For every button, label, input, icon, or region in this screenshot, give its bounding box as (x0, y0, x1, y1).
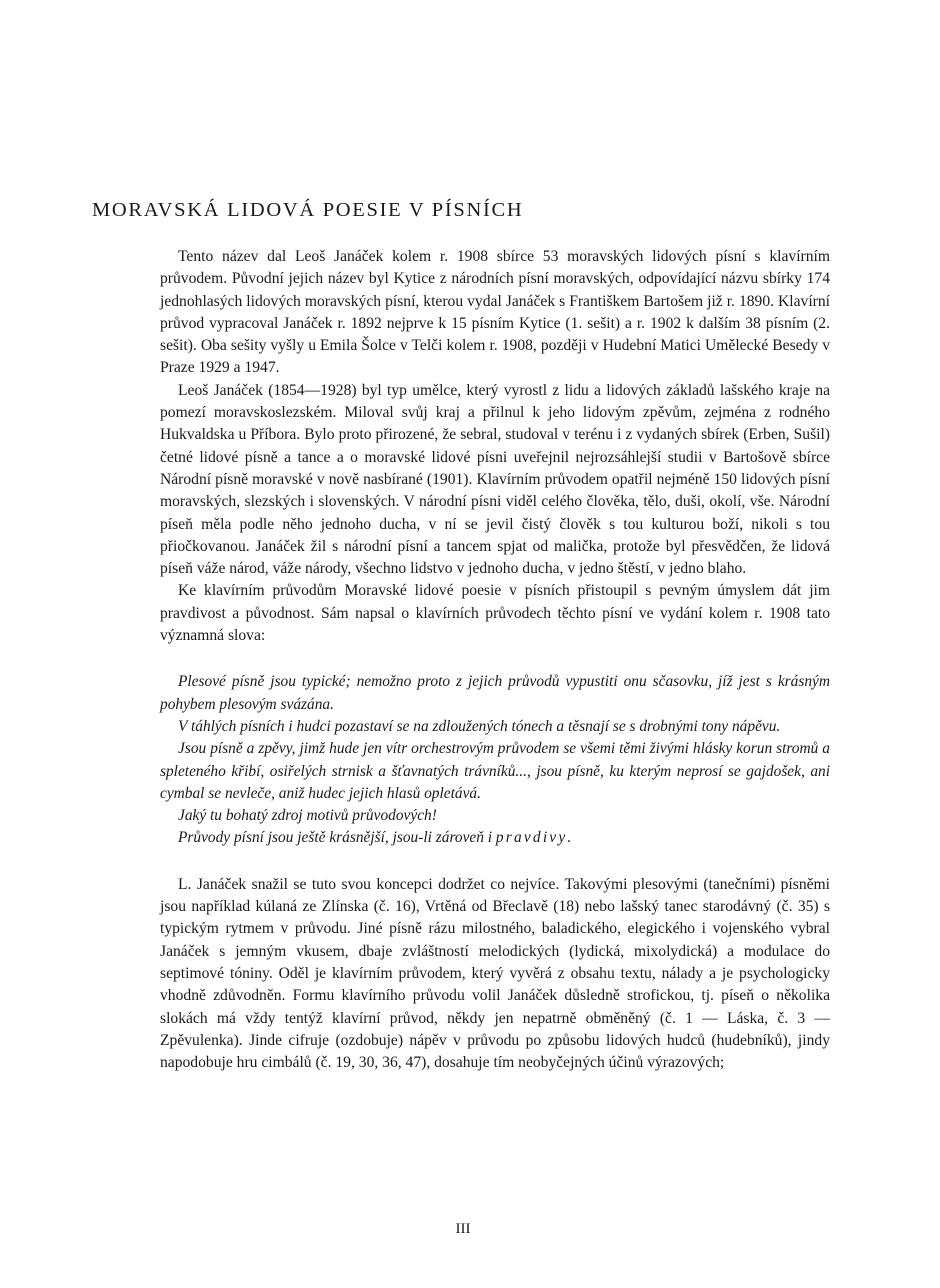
article-body (160, 246, 830, 1074)
closing-section (160, 874, 830, 1075)
quote-line-5-end: . (567, 829, 572, 847)
quote-line-5-start: Průvody písní jsou ještě krásnější, jsou-li zároveň i (178, 829, 496, 847)
quote-emphasis: pravdivy (495, 829, 568, 847)
quote-line-5 (160, 827, 830, 849)
quote-line-4: Jaký tu bohatý zdroj motivů průvodových! (178, 807, 437, 825)
paragraph-2: Leoš Janáček (1854—1928) byl typ umělce, který vyrostl z lidu a lidových základů lašského kraje na pomezí moravskoslezském. Miloval svůj kraj a přilnul k jeho lidovým zpěvům, zejména z rodného Hukvaldska u Příbora. Bylo proto přirozené, že sebral, studoval v terénu i z vydaných sbírek (Erben, Sušil) četné lidové písně a tance a o moravské lidové písni uveřejnil nejrozsáhlejší studii v Bartošově sbírce Národní písně moravské v nově nasbírané (1901). Klavírním průvodem opatřil nejméně 150 lidových písní moravských, slezských i slovenských. V národní písni viděl celého člověka, tělo, duši, okolí, vše. Národní píseň měla podle něho jednoho ducha, v ní se jevil čistý člověk s tou kulturou boží, nikoli s tou přiočkovanou. Janáček žil s národní písní a tancem spjat od malička, protože byl přesvědčen, že lidová píseň váže národ, váže národy, všechno lidstvo v jednoho ducha, v jedno štěstí, v jedno blaho. (160, 381, 830, 578)
page-number: III (455, 1221, 471, 1237)
closing-paragraph: L. Janáček snažil se tuto svou koncepci dodržet co nejvíce. Takovými plesovými (tanečními) písněmi jsou například kúlaná ze Zlínska (č. 16), Vrtěná od Břeclavě (18) nebo lašský tanec starodávný (č. 35) s typickým rytmem v průvodu. Jiné písně rázu milostného, baladického, elegického i vojenského vybral Janáček s jemným vkusem, dbaje zvláštností melodických (lydická, mixolydická) a modulace do septimové tóniny. Oděl je klavírním průvodem, který vyvěrá z obsahu textu, nálady a je psychologicky vhodně zdůvodněn. Formu klavírního průvodu volil Janáček důsledně strofickou, tj. píseň o několika slokách má vždy tentýž klavírní průvod, někdy jen nepatrně obměněný (č. 1 — Láska, č. 3 — Zpěvulenka). Jinde cifruje (ozdobuje) nápěv v průvodu po způsobu lidových hudců (hudebníků), jindy napodobuje hru cimbálů (č. 19, 30, 36, 47), dosahuje tím neobyčejných účinů výrazových; (160, 875, 830, 1072)
paragraph-1: Tento název dal Leoš Janáček kolem r. 1908 sbírce 53 moravských lidových písní s klavírním průvodem. Původní jejich název byl Kytice z národních písní moravských, odpovídající názvu sbírky 174 jednohlasých lidových moravských písní, kterou vydal Janáček s Františkem Bartošem již r. 1890. Klavírní průvod vypracoval Janáček r. 1892 nejprve k 15 písním Kytice (1. sešit) a r. 1902 k dalším 38 písním (2. sešit). Oba sešity vyšly u Emila Šolce v Telči kolem r. 1908, později v Hudební Matici Umělecké Besedy v Praze 1929 a 1947. (160, 248, 830, 377)
quote-line-1: Plesové písně jsou typické; nemožno proto z jejich průvodů vypustiti onu sčasovku, jíž jest s krásným pohybem plesovým svázána. (160, 673, 830, 713)
quote-line-2: V táhlých písních i hudci pozastaví se na zdloužených tónech a těsnají se s drobnými tony nápěvu. (178, 717, 781, 735)
page-title: MORAVSKÁ LIDOVÁ POESIE V PÍSNÍCH (92, 199, 524, 221)
quote-line-3: Jsou písně a zpěvy, jimž hude jen vítr orchestrovým průvodem se všemi těmi živými hlásky korun stromů a spleteného křibí, osiřelých strnisk a šťavnatých trávníků..., jsou písně, ku kterým neprosí se gajdošek, ani cymbal se nevleče, aniž hudec jejich hlasů opletává. (160, 740, 830, 802)
paragraph-3: Ke klavírním průvodům Moravské lidové poesie v písních přistoupil s pevným úmyslem dát jim pravdivost a původnost. Sám napsal o klavírních průvodech těchto písní ve vydání kolem r. 1908 tato významná slova: (160, 582, 830, 645)
janacek-quote (160, 671, 830, 849)
